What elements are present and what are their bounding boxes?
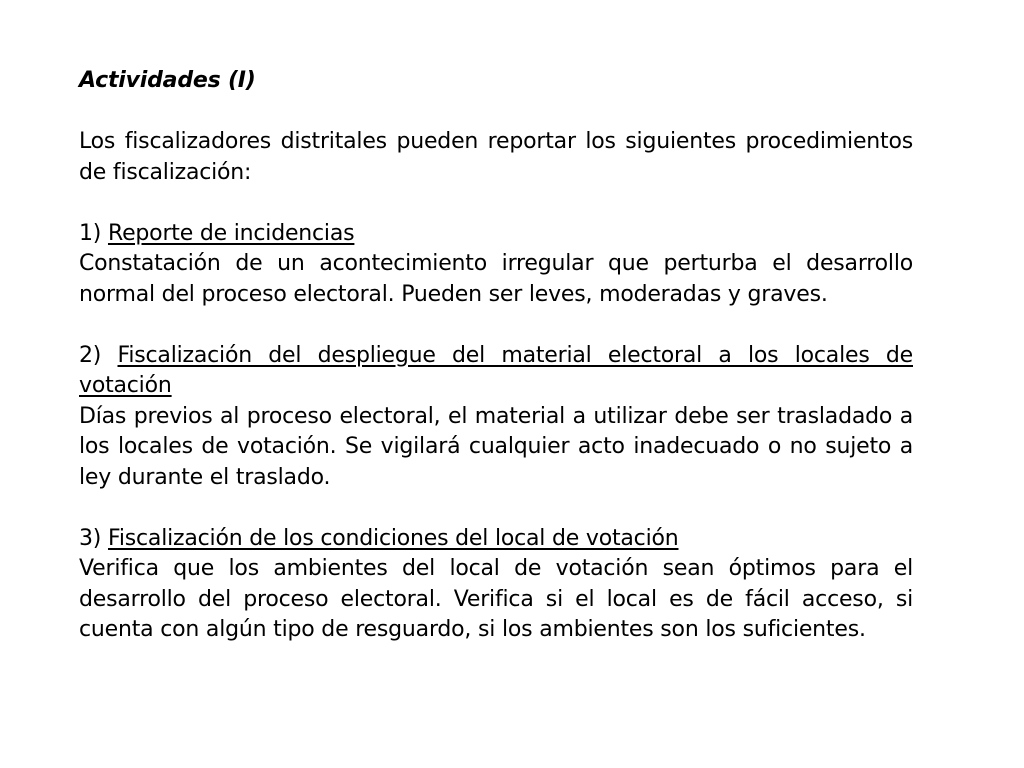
procedure-item-1 [79,219,913,311]
procedure-number: 3) [79,525,108,551]
procedure-description: Constatación de un acontecimiento irregular que perturba el desarrollo normal del proceso electoral. Pueden ser leves, moderadas y graves. [79,251,913,307]
procedure-title: Fiscalización de los condiciones del local de votación [107,525,679,551]
slide-content [79,66,913,646]
procedure-number: 1) [79,220,108,246]
procedure-heading [79,524,913,555]
procedure-description: Verifica que los ambientes del local de votación sean óptimos para el desarrollo del proceso electoral. Verifica si el local es de fácil acceso, si cuenta con algún tipo de resguardo, si los ambientes son los suficientes. [79,556,913,642]
slide-title: Actividades (I) [79,68,256,93]
procedure-title: Fiscalización del despliegue del material electoral a los locales de votación [79,342,913,398]
procedure-item-2 [79,341,913,494]
intro-paragraph: Los fiscalizadores distritales pueden reportar los siguientes procedimientos de fiscalización: [79,129,913,185]
procedure-number: 2) [79,342,118,368]
procedure-description: Días previos al proceso electoral, el material a utilizar debe ser trasladado a los locales de votación. Se vigilará cualquier acto inadecuado o no sujeto a ley durante el traslado. [79,403,913,490]
procedure-heading [79,341,913,402]
procedure-item-3 [79,524,913,646]
procedure-title: Reporte de incidencias [107,220,355,246]
procedure-heading [79,219,913,250]
